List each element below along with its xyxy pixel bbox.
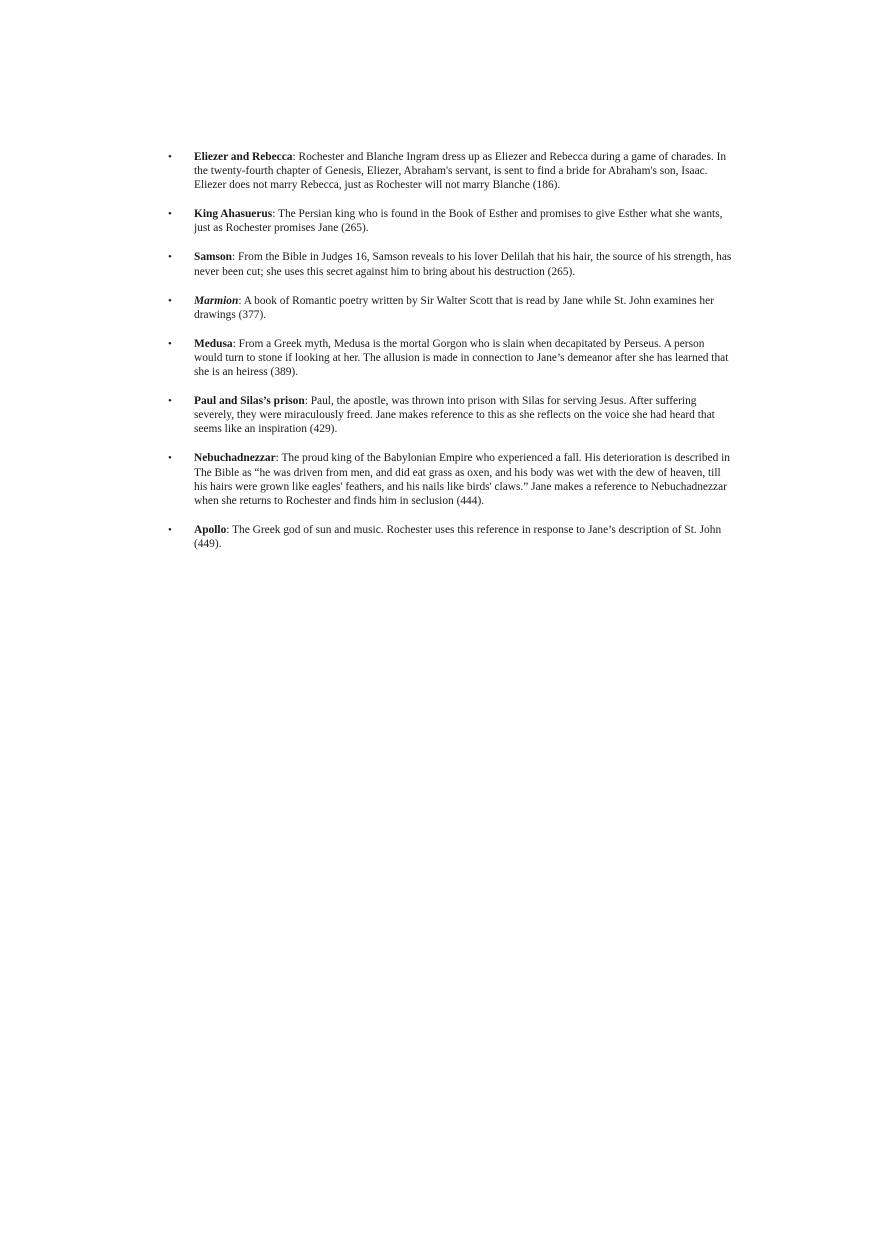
allusion-description: : A book of Romantic poetry written by Sir Walter Scott that is read by Jane while St. John examines her drawings (377). bbox=[194, 294, 714, 321]
allusion-term: Samson bbox=[194, 251, 232, 264]
allusion-description: : The Persian king who is found in the Book of Esther and promises to give Esther what she wants, just as Rochester promises Jane (265). bbox=[194, 208, 723, 235]
list-item bbox=[166, 294, 732, 322]
list-item bbox=[166, 451, 732, 507]
allusion-term: Apollo bbox=[194, 523, 227, 536]
allusion-description: : Paul, the apostle, was thrown into prison with Silas for serving Jesus. After suffering severely, they were miraculously freed. Jane makes reference to this as she reflects on the voice she had heard that seems like an inspiration (429). bbox=[194, 395, 715, 436]
list-item bbox=[166, 250, 732, 278]
list-item bbox=[166, 523, 732, 551]
bullet-icon: • bbox=[168, 337, 172, 350]
bullet-icon: • bbox=[168, 294, 172, 307]
bullet-icon: • bbox=[168, 395, 172, 408]
allusion-description: : From the Bible in Judges 16, Samson reveals to his lover Delilah that his hair, the source of his strength, has never been cut; she uses this secret against him to bring about his destruction (265). bbox=[194, 251, 732, 278]
allusion-term: Eliezer and Rebecca bbox=[194, 151, 293, 163]
bullet-icon: • bbox=[168, 452, 172, 465]
list-item bbox=[166, 207, 732, 235]
allusion-description: : From a Greek myth, Medusa is the mortal Gorgon who is slain when decapitated by Perseus. A person would turn to stone if looking at her. The allusion is made in connection to Jane’s demeanor after she has learned that she is an heiress (389). bbox=[194, 337, 729, 379]
list-item bbox=[166, 337, 732, 379]
bullet-icon: • bbox=[168, 523, 172, 536]
allusion-term: King Ahasuerus bbox=[194, 208, 273, 221]
allusion-term: Nebuchadnezzar bbox=[194, 452, 276, 465]
bullet-icon: • bbox=[168, 151, 172, 163]
allusion-term: Paul and Silas’s prison bbox=[194, 395, 305, 408]
allusion-list bbox=[166, 150, 732, 566]
allusion-term: Marmion bbox=[194, 294, 239, 307]
bullet-icon: • bbox=[168, 251, 172, 264]
bullet-icon: • bbox=[168, 208, 172, 221]
list-item bbox=[166, 394, 732, 436]
allusion-description: : The Greek god of sun and music. Rochester uses this reference in response to Jane’s description of St. John (449). bbox=[194, 523, 722, 550]
allusion-description: : The proud king of the Babylonian Empire who experienced a fall. His deterioration is described in The Bible as “he was driven from men, and did eat grass as oxen, and his body was wet with the dew of heaven, till his hairs were grown like eagles' feathers, and his nails like birds' claws.” Jane makes a reference to Nebuchadnezzar when she returns to Rochester and finds him in seclusion (444). bbox=[194, 452, 730, 507]
list-item bbox=[166, 150, 732, 192]
allusion-description: : Rochester and Blanche Ingram dress up as Eliezer and Rebecca during a game of charades. In the twenty-fourth chapter of Genesis, Eliezer, Abraham's servant, is sent to find a bride for Abraham's son, Isaac. Eliezer does not marry Rebecca, just as Rochester will not marry Blanche (186). bbox=[194, 151, 727, 192]
allusion-term: Medusa bbox=[194, 337, 233, 350]
